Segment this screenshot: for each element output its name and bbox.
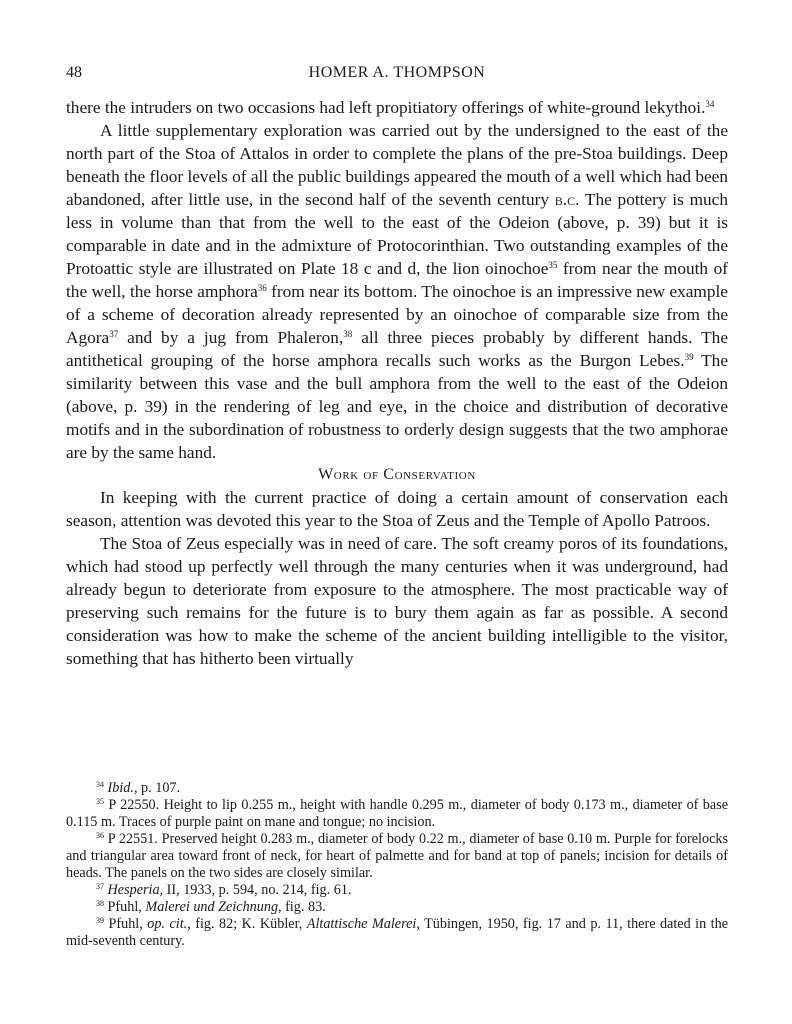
- footnote-number: 34: [96, 780, 104, 789]
- paragraph-2-part-d: from near its bottom. The oinochoe is an impressive new example of a scheme of decoration already represented by an oinochoe of comparable size from the Agora: [66, 282, 728, 347]
- footnote-39: [66, 916, 728, 950]
- paragraph-3: In keeping with the current practice of doing a certain amount of conservation each season, attention was devoted this year to the Stoa of Zeus and the Temple of Apollo Patroos.: [66, 488, 728, 530]
- footnote-text: P 22550. Height to lip 0.255 m., height with handle 0.295 m., diameter of body 0.173 m., diameter of base 0.115 m. Traces of purple paint on mane and tongue; no incision.: [66, 797, 729, 830]
- footnote-italic: op. cit.,: [147, 916, 191, 932]
- footnote-text: fig. 83.: [281, 899, 326, 915]
- footnote-text: II, 1933, p. 594, no. 214, fig. 61.: [163, 882, 352, 898]
- footnote-text: Tübingen, 1950, fig. 17 and p. 11, there dated in the mid-seventh century.: [66, 916, 729, 949]
- paragraph-1-text: there the intruders on two occasions had left propitiatory offerings of white-ground lekythoi.: [66, 98, 706, 117]
- footnote-ref-36: 36: [257, 283, 267, 293]
- paragraph-2-part-c: from near the mouth of the well, the horse amphora: [66, 259, 728, 301]
- footnote-italic: Hesperia,: [107, 882, 164, 898]
- footnote-number: 39: [96, 916, 104, 925]
- footnote-35: [66, 797, 728, 831]
- paragraph-1: [66, 96, 728, 119]
- footnote-text: , p. 107.: [133, 780, 181, 796]
- footnote-36: [66, 831, 728, 882]
- paragraph-4: The Stoa of Zeus especially was in need of care. The soft creamy poros of its foundations, which had stood up perfectly well through the many centuries when it was underground, had already begun to deteriorate from exposure to the atmosphere. The most practicable way of preserving such remains for the future is to bury them again as far as possible. A second consideration was how to make the scheme of the ancient building intelligible to the visitor, something that has hitherto been virtually: [66, 534, 728, 668]
- era-abbreviation: b.c.: [554, 190, 580, 209]
- paragraph-2-part-b: The pottery is much less in volume than that from the well to the east of the Odeion (above, p. 39) but it is comparable in date and in the admixture of Protocorinthian. Two outstanding examples of the Protoattic style are illustrated on Plate 18 c and d, the lion oinochoe: [66, 190, 728, 278]
- footnote-text: P 22551. Preserved height 0.283 m., diameter of body 0.22 m., diameter of base 0.10 m. Purple for forelocks and triangular area toward front of neck, for heart of palmette and for band at top of panels; incision for details of heads. The panels on the two sides are closely similar.: [66, 831, 728, 881]
- footnote-text: Pfuhl,: [107, 899, 146, 915]
- footnote-38: [66, 899, 728, 916]
- paragraph-2-part-e: and by a jug from Phaleron,: [118, 328, 344, 347]
- page-number: 48: [66, 64, 82, 81]
- footnote-ref-37: 37: [109, 329, 119, 339]
- footnote-text: Pfuhl,: [108, 916, 148, 932]
- footnote-ref-34: 34: [705, 99, 715, 109]
- paragraph-2: [66, 119, 728, 464]
- paragraph-2-part-a: A little supplementary exploration was carried out by the undersigned to the east of the north part of the Stoa of Attalos in order to complete the plans of the pre-Stoa buildings. Deep beneath the floor levels of all the public buildings appeared the mouth of a well which had been abandoned, after little use, in the second half of the seventh century: [66, 121, 728, 209]
- footnote-ref-39: 39: [684, 352, 694, 362]
- footnote-ref-35: 35: [548, 260, 558, 270]
- body-text: [66, 96, 728, 670]
- paragraph-2-part-f: all three pieces probably by different hands. The antithetical grouping of the horse amphora recalls such works as the Burgon Lebes.: [66, 328, 728, 370]
- footnotes: [66, 780, 728, 950]
- page-header: [66, 62, 728, 84]
- footnote-ref-38: 38: [343, 329, 353, 339]
- footnote-text: fig. 82; K. Kübler,: [190, 916, 307, 932]
- footnote-37: [66, 882, 728, 899]
- running-title: HOMER A. THOMPSON: [308, 64, 486, 81]
- footnote-italic: Ibid.: [107, 780, 134, 796]
- section-heading: Work of Conservation: [318, 466, 476, 483]
- footnote-italic: Malerei und Zeichnung,: [145, 899, 282, 915]
- footnote-number: 36: [96, 831, 104, 840]
- footnote-number: 38: [96, 899, 104, 908]
- footnote-34: [66, 780, 728, 797]
- footnote-italic: Altattische Malerei,: [306, 916, 420, 932]
- footnote-number: 37: [96, 882, 104, 891]
- footnote-number: 35: [96, 797, 104, 806]
- paragraph-2-part-g: The similarity between this vase and the bull amphora from the well to the east of the Odeion (above, p. 39) in the rendering of leg and eye, in the choice and distribution of decorative motifs and in the subordination of robustness to orderly design suggests that the two amphorae are by the same hand.: [66, 351, 728, 462]
